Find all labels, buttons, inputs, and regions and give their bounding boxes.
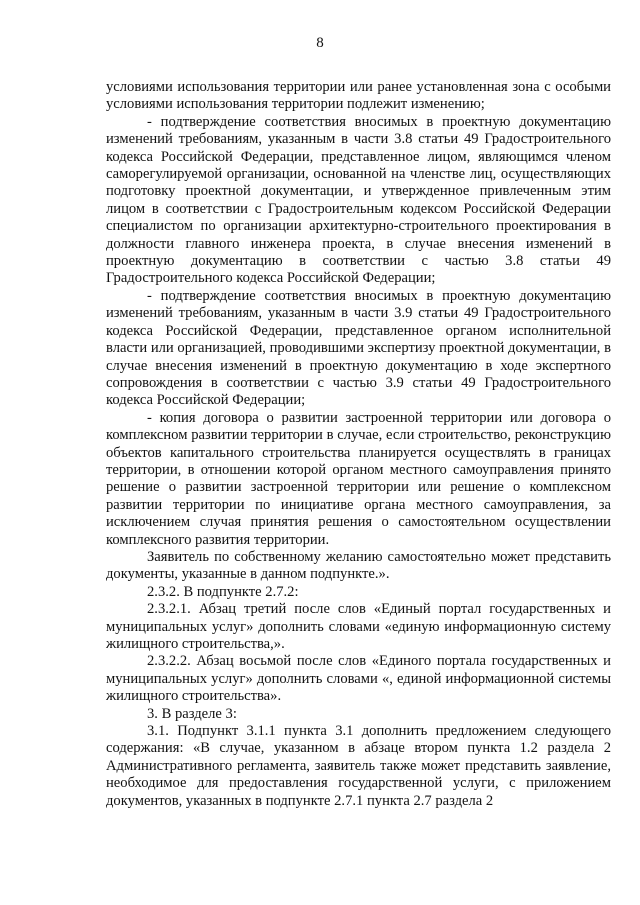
paragraph: - подтверждение соответствия вносимых в проектную документацию изменений требованиям, указанным в части 3.8 статьи 49 Градостроительного кодекса Российской Федерации, представленное лицом, являющимся членом саморегулируемой организации, основанной на членстве лиц, осуществляющих подготовку проектной документации, и утвержденное привлеченным этим лицом в соответствии с Градостроительным кодексом Российской Федерации специалистом по организации архитектурно-строительного проектирования в должности главного инженера проекта, в случае внесения изменений в проектную документацию в соответствии с частью 3.8 статьи 49 Градостроительного кодекса Российской Федерации;	[106, 113, 611, 287]
paragraph: 2.3.2.1. Абзац третий после слов «Единый портал государственных и муниципальных услуг» дополнить словами «единую информационную систему жилищного строительства,».	[106, 601, 611, 652]
document-body	[106, 79, 611, 810]
paragraph: 3.1. Подпункт 3.1.1 пункта 3.1 дополнить предложением следующего содержания: «В случае, указанном в абзаце втором пункта 1.2 раздела 2 Административного регламента, заявитель также может представить заявление, необходимое для предоставления государственной услуги, с приложением документов, указанных в подпункте 2.7.1 пункта 2.7 раздела 2	[106, 723, 611, 809]
paragraph: 2.3.2.2. Абзац восьмой после слов «Единого портала государственных и муниципальных услуг» дополнить словами «, единой информационной системы жилищного строительства».	[106, 653, 611, 705]
paragraph: Заявитель по собственному желанию самостоятельно может представить документы, указанные в данном подпункте.».	[106, 548, 611, 583]
page-number: 8	[316, 35, 324, 51]
paragraph: - подтверждение соответствия вносимых в проектную документацию изменений требованиям, указанным в части 3.9 статьи 49 Градостроительного кодекса Российской Федерации, представленное органом исполнительной власти или организацией, проводившими экспертизу проектной документации, в случае внесения изменений в проектную документацию в ходе экспертного сопровождения в соответствии с частью 3.9 статьи 49 Градостроительного кодекса Российской Федерации;	[106, 287, 611, 409]
paragraph: 2.3.2. В подпункте 2.7.2:	[147, 583, 299, 600]
paragraph: - копия договора о развитии застроенной территории или договора о комплексном развитии территории в случае, если строительство, реконструкцию объектов капитального строительства планируется осуществлять в границах территории, в отношении которой органом местного самоуправления принято решение о развитии застроенной территории или решение о комплексном развитии территории по инициативе органа местного самоуправления, за исключением случая принятия решения о самостоятельном осуществлении комплексного развития территории.	[106, 409, 611, 548]
paragraph: условиями использования территории или ранее установленная зона с особыми условиями использования территории подлежит изменению;	[106, 79, 611, 113]
paragraph: 3. В разделе 3:	[147, 705, 237, 722]
